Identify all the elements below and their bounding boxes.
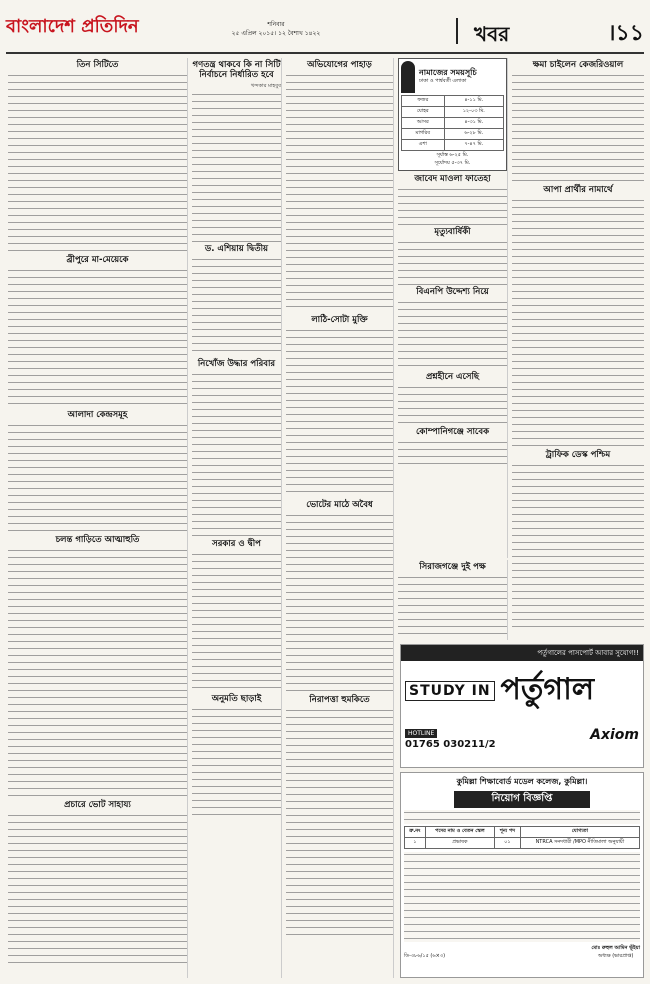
notice-table-header: পদের নাম ও বেতন স্কেল bbox=[425, 827, 494, 838]
prayer-title: নামাজের সময়সূচি bbox=[419, 68, 477, 77]
article-body bbox=[398, 575, 507, 635]
byline: খন্দকার মাহবুব bbox=[250, 83, 281, 89]
article-body bbox=[192, 92, 281, 242]
notice-terms bbox=[404, 852, 640, 942]
notice-memo: ডি-৩৮৬/১৫ (৬×৩) bbox=[404, 953, 446, 959]
prayer-row bbox=[402, 129, 504, 140]
prayer-row bbox=[402, 96, 504, 107]
headline: আপা প্রার্থীর নামার্থে bbox=[543, 185, 613, 195]
study-in-label: STUDY IN bbox=[405, 681, 495, 701]
headline: গণতন্ত্র থাকবে কি না সিটি নির্বাচনে নির্ধারিত হবে bbox=[192, 60, 281, 80]
prayer-times-box bbox=[398, 58, 507, 171]
headline: লাঠি-সোটা মুক্তি bbox=[311, 315, 368, 325]
sunrise-time: সূর্যোদয় ৫-৩৭ মি. bbox=[434, 160, 471, 166]
headline: ক্ষমা চাইলেন কেজরিওয়াল bbox=[532, 60, 624, 70]
prayer-row bbox=[402, 140, 504, 151]
article-body bbox=[192, 552, 281, 692]
study-abroad-ad[interactable] bbox=[400, 644, 644, 768]
headline: নিরাপত্তা হুমকিতে bbox=[309, 695, 370, 705]
notice-table-cell: প্রভাষক bbox=[425, 838, 494, 849]
article-body bbox=[8, 73, 187, 253]
mosque-icon bbox=[401, 61, 415, 93]
prayer-time: ৭-৪৭ মি. bbox=[444, 140, 503, 151]
article-body bbox=[512, 463, 644, 633]
notice-title: নিয়োগ বিজ্ঞপ্তি bbox=[454, 791, 590, 808]
headline: তিন সিটিতে bbox=[76, 60, 119, 70]
prayer-name: ফজর bbox=[402, 96, 445, 107]
hotline-label: HOTLINE bbox=[405, 729, 437, 738]
article-body bbox=[512, 73, 644, 183]
notice-table-header: ক্র.নং bbox=[405, 827, 426, 838]
prayer-time: ৪-৩১ মি. bbox=[444, 118, 503, 129]
day-label: শনিবার bbox=[267, 21, 285, 28]
column-5 bbox=[512, 58, 644, 640]
headline: ড. এশিয়ায় দ্বিতীয় bbox=[204, 244, 269, 254]
prayer-row bbox=[402, 107, 504, 118]
headline: চলন্ত গাড়িতে আত্মাহুতি bbox=[55, 535, 140, 545]
headline: সরকার ও দ্বীপ bbox=[212, 539, 261, 549]
headline: ভোটের মাঠে অবৈধ bbox=[306, 500, 373, 510]
column-2 bbox=[192, 58, 282, 978]
notice-signer: মোঃ রুহুল আমিন ভূঁইয়া bbox=[591, 945, 640, 951]
article-body bbox=[398, 440, 507, 470]
page-number: ।১১ bbox=[607, 21, 644, 46]
article-body bbox=[8, 268, 187, 408]
article-body bbox=[286, 708, 393, 938]
headline: অনুমতি ছাড়াই bbox=[211, 694, 262, 704]
article-body bbox=[286, 513, 393, 693]
notice-table-cell: ০১ bbox=[495, 838, 521, 849]
article-body bbox=[8, 423, 187, 533]
prayer-name: যোহর bbox=[402, 107, 445, 118]
prayer-table bbox=[401, 95, 504, 151]
section-label: খবর bbox=[474, 22, 510, 46]
prayer-subtitle: ঢাকা ও পার্শ্ববর্তী এলাকা bbox=[419, 78, 467, 84]
masthead bbox=[6, 6, 644, 54]
headline: বিএনপি উদ্দেশ্য নিয়ে bbox=[416, 287, 489, 297]
prayer-row bbox=[402, 118, 504, 129]
prayer-time: ৬-২৮ মি. bbox=[444, 129, 503, 140]
ad-brand: Axiom bbox=[590, 727, 639, 743]
country-label: পর্তুগাল bbox=[500, 672, 595, 707]
prayer-time: ৪-১১ মি. bbox=[444, 96, 503, 107]
headline: সিরাজগঞ্জে দুই পক্ষ bbox=[419, 562, 486, 572]
article-body bbox=[398, 187, 507, 225]
column-3 bbox=[286, 58, 394, 978]
ad-top-banner: পর্তুগালের পাসপোর্ট আবার সুযোগ!! bbox=[401, 645, 643, 661]
prayer-name: আসর bbox=[402, 118, 445, 129]
article-body bbox=[8, 548, 187, 798]
date-label: ২৫ এপ্রিল ২০১৫। ১২ বৈশাখ ১৪২২ bbox=[231, 30, 321, 37]
article-body bbox=[8, 813, 187, 963]
headline: মৃত্যুবার্ষিকী bbox=[434, 227, 471, 237]
article-body bbox=[286, 73, 393, 313]
headline: নিখোঁজ উদ্ধার পরিবার bbox=[197, 359, 276, 369]
prayer-name: মাগরিব bbox=[402, 129, 445, 140]
article-body bbox=[398, 385, 507, 425]
article-body bbox=[398, 300, 507, 370]
headline: ট্রাফিক ডেস্ক পশ্চিম bbox=[545, 450, 611, 460]
article-body bbox=[398, 240, 507, 285]
sunset-time: সূর্যাস্ত ৬-২৫ মি. bbox=[436, 152, 469, 158]
article-body bbox=[192, 372, 281, 537]
article-body bbox=[192, 707, 281, 817]
column-4 bbox=[398, 58, 508, 558]
headline: আলাদা কেন্দ্রসমূহ bbox=[67, 410, 128, 420]
article-body bbox=[286, 328, 393, 498]
column-1 bbox=[8, 58, 188, 978]
prayer-name: এশা bbox=[402, 140, 445, 151]
article-body bbox=[512, 198, 644, 448]
prayer-time: ১২-০৩ মি. bbox=[444, 107, 503, 118]
headline: অভিযোগের পাহাড় bbox=[307, 60, 372, 70]
notice-table bbox=[404, 826, 640, 849]
article-body bbox=[192, 257, 281, 357]
column-4-bottom bbox=[398, 560, 508, 640]
notice-org: কুমিল্লা শিক্ষাবোর্ড মডেল কলেজ, কুমিল্লা। bbox=[456, 777, 588, 786]
notice-intro bbox=[404, 810, 640, 824]
headline: ব্রীপুরে মা-মেয়েকে bbox=[66, 255, 129, 265]
notice-table-cell: NTRCA সনদধারী /MPO নীতিমালা অনুযায়ী bbox=[520, 838, 639, 849]
headline: প্রচারে ভোট সাহায্য bbox=[64, 800, 131, 810]
notice-signer-title: অধ্যক্ষ (ভারপ্রাপ্ত) bbox=[598, 953, 634, 959]
notice-table-cell: ১ bbox=[405, 838, 426, 849]
headline: প্রশ্নহীনে এসেছি bbox=[425, 372, 480, 382]
notice-table-header: যোগ্যতা bbox=[520, 827, 639, 838]
headline: কোম্পানিগঞ্জে সাবেক bbox=[415, 427, 490, 437]
recruitment-notice bbox=[400, 772, 644, 978]
headline: জাবেদ মাওলা ফাতেহা bbox=[414, 174, 491, 184]
masthead-divider bbox=[456, 18, 458, 44]
newspaper-logo: বাংলাদেশ প্রতিদিন bbox=[6, 16, 139, 37]
hotline-number[interactable]: 01765 030211/2 bbox=[405, 739, 496, 750]
notice-table-header: শূন্য পদ bbox=[495, 827, 521, 838]
dateline bbox=[221, 20, 331, 38]
